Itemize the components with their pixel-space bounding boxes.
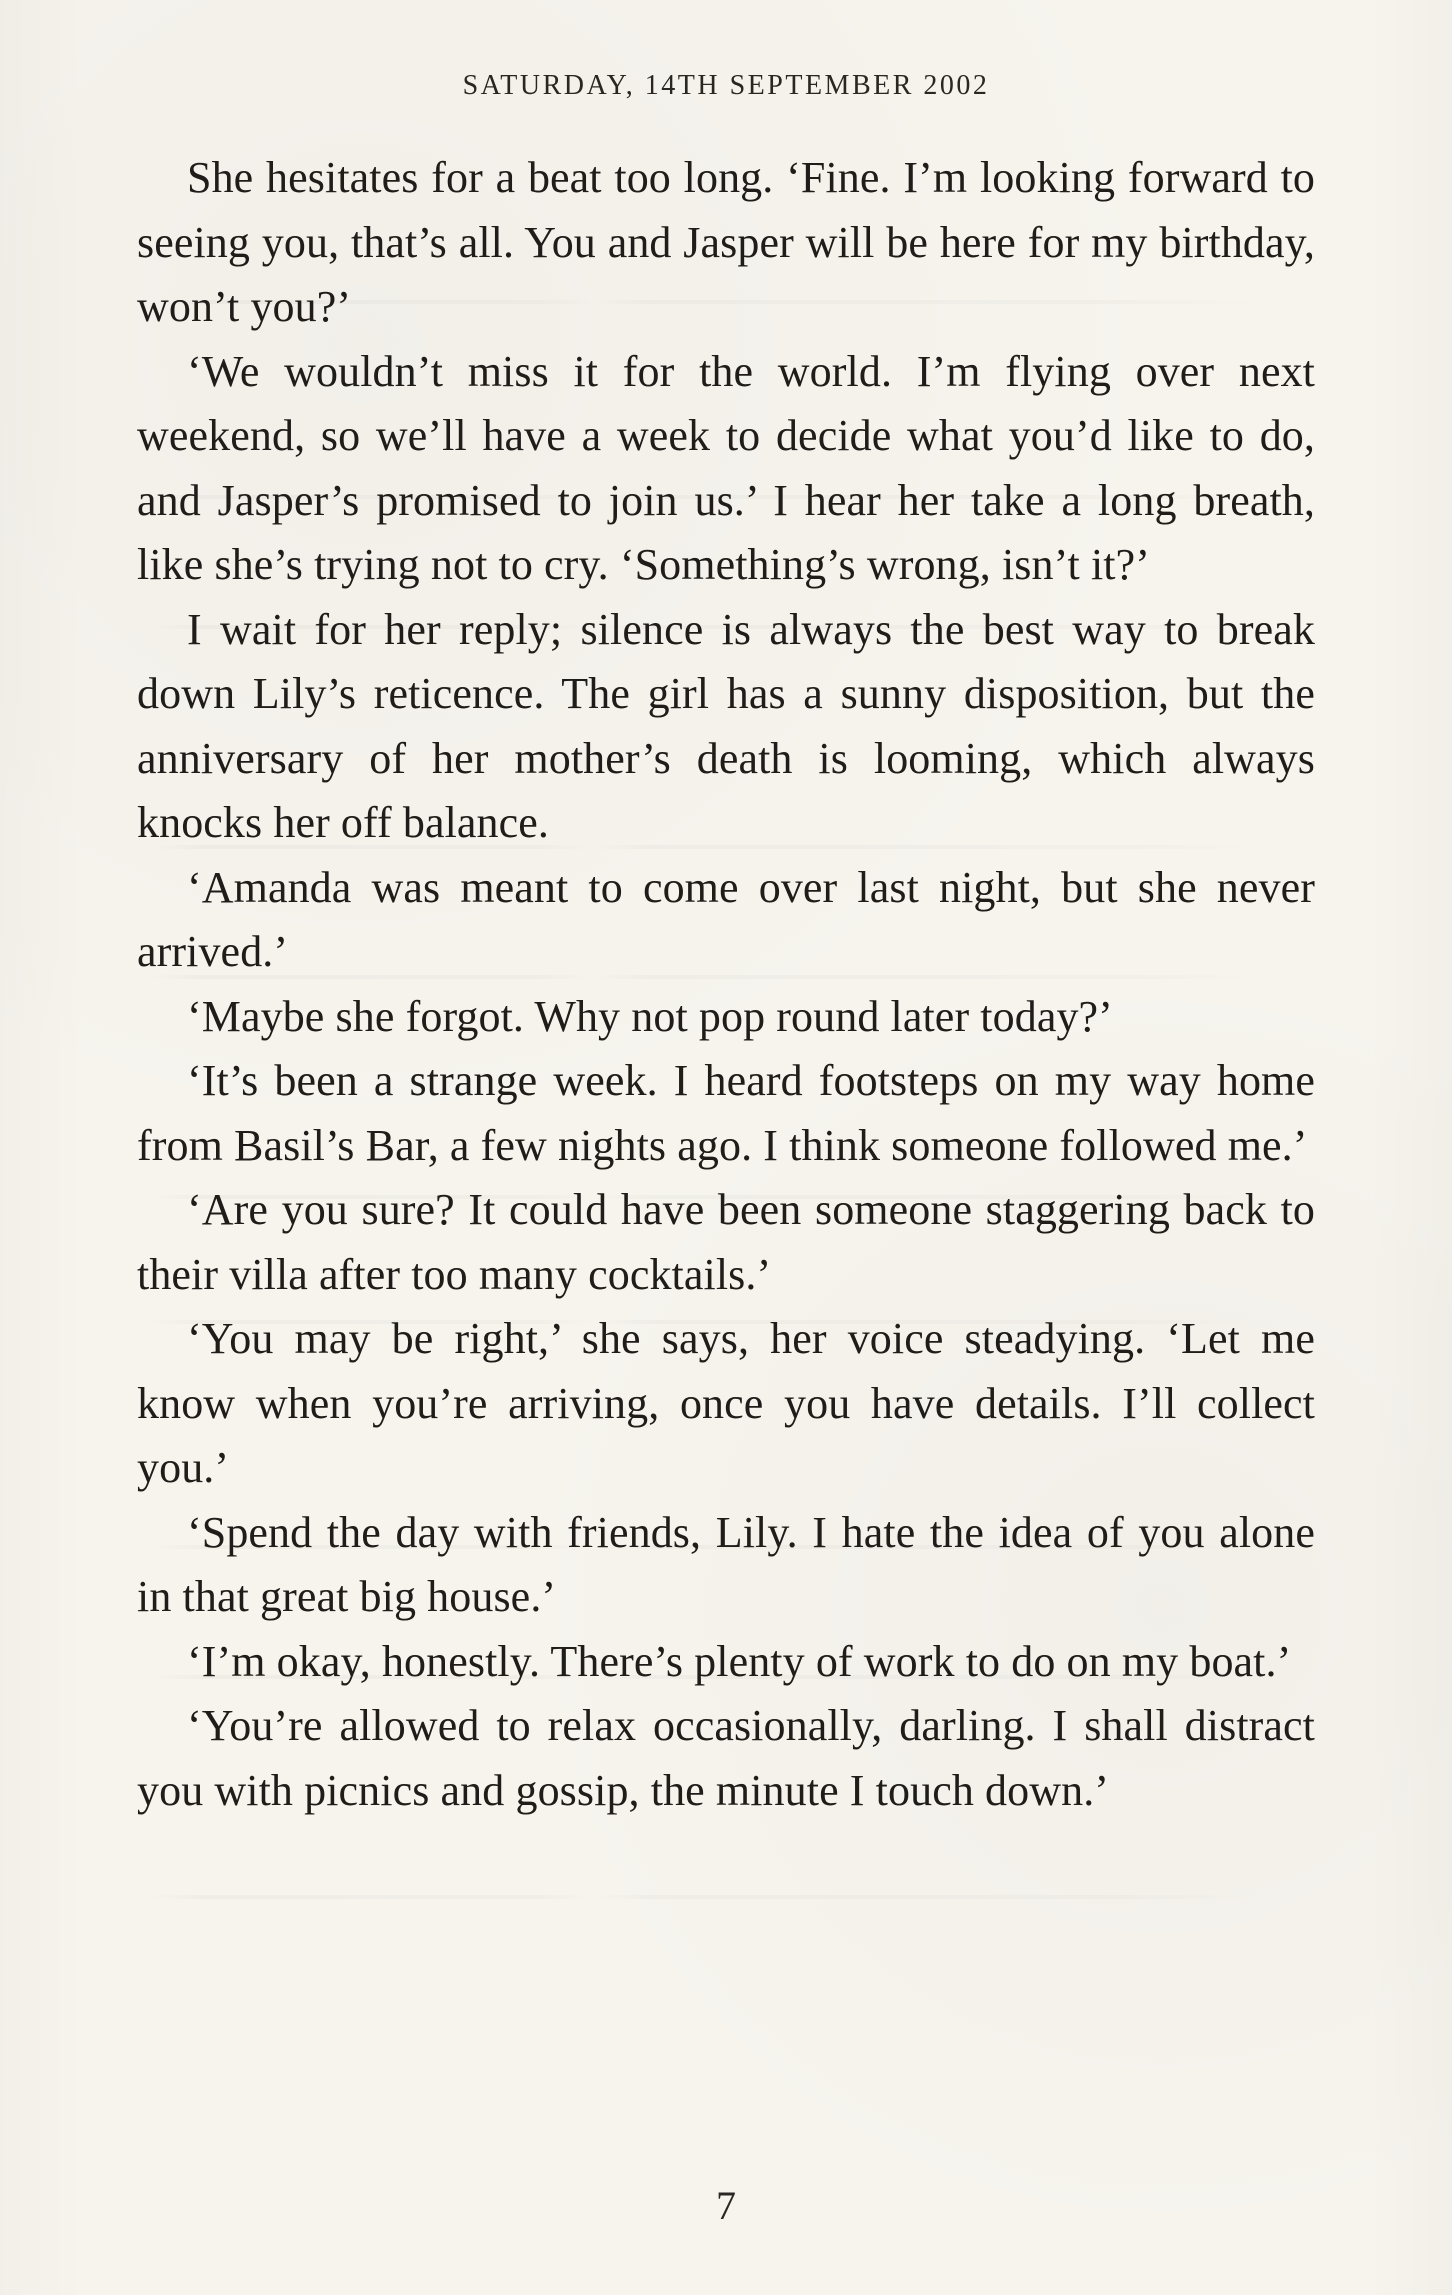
paragraph: ‘Are you sure? It could have been someone staggering back to their villa after too many cocktails.’ — [137, 1185, 1315, 1299]
paragraph: ‘Maybe she forgot. Why not pop round later today?’ — [187, 991, 1113, 1041]
show-through-line — [150, 1895, 1260, 1899]
body-text — [137, 146, 1315, 1823]
paragraph: ‘Spend the day with friends, Lily. I hate the idea of you alone in that great big house.’ — [137, 1507, 1315, 1621]
paragraph: ‘I’m okay, honestly. There’s plenty of work to do on my boat.’ — [187, 1636, 1292, 1686]
page-number: 7 — [716, 2183, 736, 2228]
paragraph: ‘We wouldn’t miss it for the world. I’m flying over next weekend, so we’ll have a week to decide what you’d like to do, and Jasper’s promised to join us.’ I hear her take a long breath, like she’s trying not to cry. ‘Something’s wrong, isn’t it?’ — [137, 346, 1315, 589]
paragraph: ‘You may be right,’ she says, her voice steadying. ‘Let me know when you’re arriving, once you have details. I’ll collect you.’ — [137, 1314, 1315, 1492]
paragraph: ‘It’s been a strange week. I heard footsteps on my way home from Basil’s Bar, a few nights ago. I think someone followed me.’ — [137, 1056, 1315, 1170]
paragraph: She hesitates for a beat too long. ‘Fine. I’m looking forward to seeing you, that’s all. You and Jasper will be here for my birthday, won’t you?’ — [137, 153, 1315, 331]
paragraph: ‘You’re allowed to relax occasionally, darling. I shall distract you with picnics and gossip, the minute I touch down.’ — [137, 1701, 1315, 1815]
paragraph: ‘Amanda was meant to come over last night, but she never arrived.’ — [137, 862, 1315, 976]
paragraph: I wait for her reply; silence is always the best way to break down Lily’s reticence. The girl has a sunny disposition, but the anniversary of her mother’s death is looming, which always knocks her off balance. — [137, 604, 1315, 847]
running-header: SATURDAY, 14TH SEPTEMBER 2002 — [462, 70, 990, 101]
